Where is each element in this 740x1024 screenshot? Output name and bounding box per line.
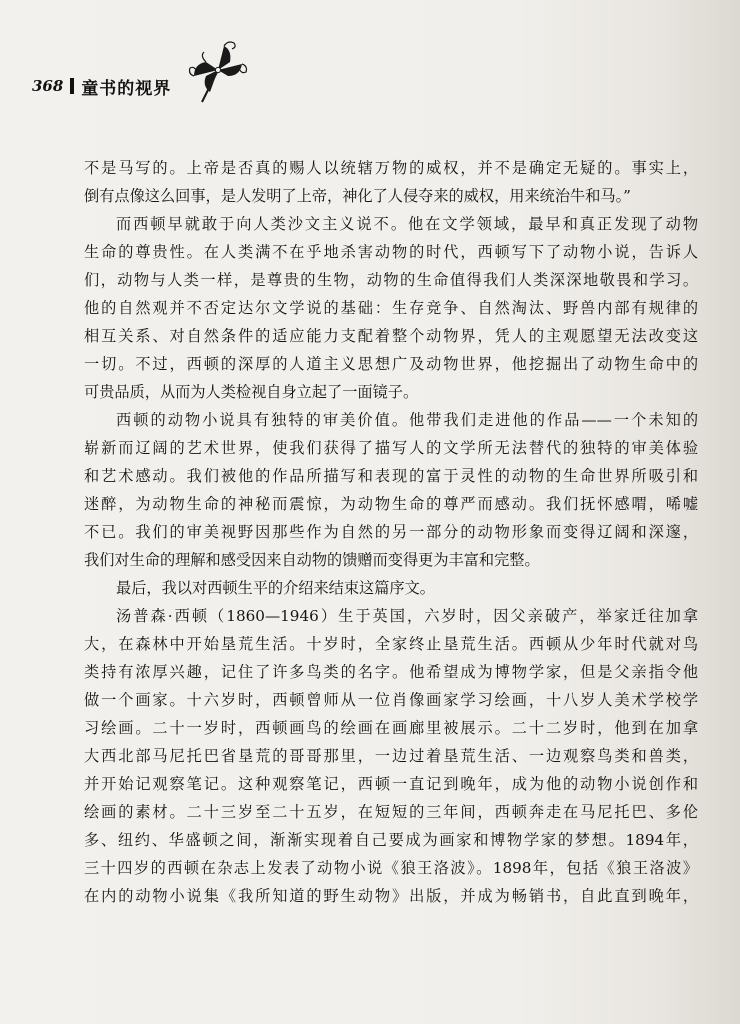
text-line: 类持有浓厚兴趣，记住了许多鸟类的名字。他希望成为博物学家，但是父亲指令他 — [84, 663, 698, 681]
text-line: 汤普森·西顿（1860—1946）生于英国，六岁时，因父亲破产，举家迁往加拿 — [116, 607, 698, 625]
body-text — [84, 154, 698, 910]
text-line: 绘画的素材。二十三岁至二十五岁，在短短的三年间，西顿奔走在马尼托巴、多伦 — [84, 803, 698, 821]
text-line: 做一个画家。十六岁时，西顿曾师从一位肖像画家学习绘画，十八岁人美术学校学 — [84, 691, 698, 709]
text-line: 而西顿早就敢于向人类沙文主义说不。他在文学领域，最早和真正发现了动物 — [116, 215, 698, 233]
text-line: 倒有点像这么回事，是人发明了上帝，神化了人侵夺来的威权，用来统治牛和马。” — [84, 187, 631, 205]
text-line: 大西北部马尼托巴省垦荒的哥哥那里，一边过着垦荒生活、一边观察鸟类和兽类， — [84, 747, 698, 765]
page-number: 368 — [32, 77, 64, 95]
pinwheel-icon — [188, 40, 248, 106]
text-line: 崭新而辽阔的艺术世界，使我们获得了描写人的文学所无法替代的独特的审美体验 — [84, 439, 698, 457]
book-title: 童书的视界 — [81, 78, 172, 99]
text-line: 我们对生命的理解和感受因来自动物的馈赠而变得更为丰富和完整。 — [84, 551, 540, 569]
text-line: 们，动物与人类一样，是尊贵的生物，动物的生命值得我们人类深深地敬畏和学习。 — [84, 271, 698, 289]
text-line: 并开始记观察笔记。这种观察笔记，西顿一直记到晚年，成为他的动物小说创作和 — [84, 775, 698, 793]
text-line: 最后，我以对西顿生平的介绍来结束这篇序文。 — [116, 579, 435, 597]
text-line: 不是马写的。上帝是否真的赐人以统辖万物的威权，并不是确定无疑的。事实上， — [84, 159, 698, 177]
text-line: 习绘画。二十一岁时，西顿画鸟的绘画在画廊里被展示。二十二岁时，他到在加拿 — [84, 719, 698, 737]
header-separator — [70, 78, 74, 94]
text-line: 生命的尊贵性。在人类满不在乎地杀害动物的时代，西顿写下了动物小说，告诉人 — [84, 243, 698, 261]
text-line: 他的自然观并不否定达尔文学说的基础：生存竞争、自然淘汰、野兽内部有规律的 — [84, 299, 698, 317]
text-line: 可贵品质，从而为人类检视自身立起了一面镜子。 — [84, 383, 419, 401]
text-line: 迷醉，为动物生命的神秘而震惊，为动物生命的尊严而感动。我们抚怀感喟，唏嘘 — [84, 495, 698, 513]
text-line: 相互关系、对自然条件的适应能力支配着整个动物界，凭人的主观愿望无法改变这 — [84, 327, 698, 345]
text-line: 三十四岁的西顿在杂志上发表了动物小说《狼王洛波》。1898年，包括《狼王洛波》 — [84, 859, 698, 877]
text-line: 西顿的动物小说具有独特的审美价值。他带我们走进他的作品——一个未知的 — [116, 411, 698, 429]
text-line: 一切。不过，西顿的深厚的人道主义思想广及动物世界，他挖掘出了动物生命中的 — [84, 355, 698, 373]
running-header — [32, 66, 171, 106]
text-line: 多、纽约、华盛顿之间，渐渐实现着自己要成为画家和博物学家的梦想。1894年， — [84, 831, 698, 849]
text-line: 不已。我们的审美视野因那些作为自然的另一部分的动物形象而变得辽阔和深邃， — [84, 523, 698, 541]
text-line: 在内的动物小说集《我所知道的野生动物》出版，并成为畅销书，自此直到晚年， — [84, 887, 698, 905]
text-line: 和艺术感动。我们被他的作品所描写和表现的富于灵性的动物的生命世界所吸引和 — [84, 467, 698, 485]
text-line: 大，在森林中开始垦荒生活。十岁时，全家终止垦荒生活。西顿从少年时代就对鸟 — [84, 635, 698, 653]
